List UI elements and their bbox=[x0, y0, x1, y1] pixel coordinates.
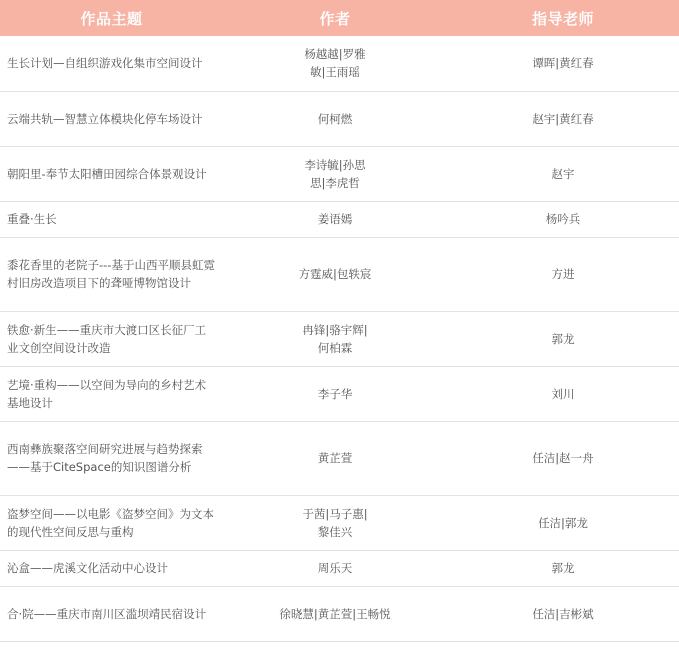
table-row bbox=[0, 91, 679, 146]
advisor-cell bbox=[447, 36, 679, 91]
advisor-cell bbox=[447, 550, 679, 586]
author-text: 徐晓慧|黄芷萱|王畅悦 bbox=[279, 606, 391, 621]
table-row bbox=[0, 366, 679, 421]
topic-cell bbox=[0, 550, 223, 586]
advisor-text: 赵宇|黄红春 bbox=[532, 111, 594, 126]
author-cell bbox=[223, 495, 447, 550]
author-text: 方霆威|包轶宸 bbox=[298, 267, 372, 281]
table-row bbox=[0, 311, 679, 366]
header-topic: 作品主题 bbox=[0, 0, 223, 36]
advisor-cell bbox=[447, 495, 679, 550]
table-row bbox=[0, 421, 679, 495]
table-row bbox=[0, 237, 679, 311]
topic-cell bbox=[0, 495, 223, 550]
table-row bbox=[0, 36, 679, 91]
topic-cell bbox=[0, 421, 223, 495]
topic-cell bbox=[0, 237, 223, 311]
author-text: 冉锋|骆宇辉|何柏霖 bbox=[302, 322, 368, 355]
author-cell bbox=[223, 586, 447, 641]
author-text: 于茜|马子惠|黎佳兴 bbox=[302, 506, 368, 539]
table-row bbox=[0, 146, 679, 201]
author-cell bbox=[223, 146, 447, 201]
author-text: 何柯燃 bbox=[317, 111, 353, 126]
author-cell bbox=[223, 237, 447, 311]
author-text: 李诗毓|孙思思|李虎哲 bbox=[304, 157, 366, 190]
topic-text: 铁愈·新生——重庆市大渡口区长征厂工业文创空间设计改造 bbox=[7, 322, 207, 355]
topic-text: 重叠·生长 bbox=[7, 212, 57, 226]
author-cell bbox=[223, 36, 447, 91]
advisor-cell bbox=[447, 311, 679, 366]
topic-text: 艺境·重构——以空间为导向的乡村艺术基地设计 bbox=[7, 377, 207, 410]
advisor-text: 郭龙 bbox=[551, 331, 575, 346]
topic-cell bbox=[0, 91, 223, 146]
table-body bbox=[0, 36, 679, 641]
author-text: 李子华 bbox=[317, 386, 353, 401]
advisor-cell bbox=[447, 586, 679, 641]
author-cell bbox=[223, 421, 447, 495]
topic-text: 黍花香里的老院子---基于山西平顺县虹霓村旧房改造项目下的聋哑博物馆设计 bbox=[7, 258, 215, 290]
advisor-text: 方进 bbox=[551, 267, 575, 281]
topic-cell bbox=[0, 146, 223, 201]
topic-cell bbox=[0, 201, 223, 237]
topic-text: 合·院——重庆市南川区滥坝靖民宿设计 bbox=[7, 606, 207, 621]
advisor-cell bbox=[447, 421, 679, 495]
advisor-cell bbox=[447, 201, 679, 237]
topic-cell bbox=[0, 366, 223, 421]
author-text: 杨越越|罗雅敏|王雨瑶 bbox=[304, 47, 366, 80]
topic-text: 朝阳里-奉节太阳槽田园综合体景观设计 bbox=[7, 166, 207, 181]
advisor-text: 任洁|赵一舟 bbox=[532, 451, 594, 465]
header-advisor: 指导老师 bbox=[447, 0, 679, 36]
advisor-text: 任洁|吉彬斌 bbox=[532, 606, 594, 621]
advisor-text: 谭晖|黄红春 bbox=[532, 56, 594, 71]
advisor-text: 刘川 bbox=[551, 386, 575, 401]
advisor-text: 赵宇 bbox=[551, 166, 575, 181]
advisor-cell bbox=[447, 366, 679, 421]
advisor-text: 杨吟兵 bbox=[545, 212, 581, 226]
table-row bbox=[0, 586, 679, 641]
table-row bbox=[0, 495, 679, 550]
advisor-cell bbox=[447, 237, 679, 311]
author-text: 周乐天 bbox=[317, 561, 353, 575]
author-cell bbox=[223, 201, 447, 237]
topic-text: 西南彝族聚落空间研究进展与趋势探索——基于CiteSpace的知识图谱分析 bbox=[7, 442, 203, 474]
advisor-cell bbox=[447, 146, 679, 201]
topic-text: 盗梦空间——以电影《盗梦空间》为文本的现代性空间反思与重构 bbox=[7, 506, 214, 539]
header-author: 作者 bbox=[223, 0, 447, 36]
table-header bbox=[0, 0, 679, 36]
advisor-text: 郭龙 bbox=[551, 561, 575, 575]
author-text: 姜语嫣 bbox=[317, 212, 353, 226]
topic-text: 沁盒——虎溪文化活动中心设计 bbox=[7, 561, 168, 575]
topic-text: 生长计划—自组织游戏化集市空间设计 bbox=[7, 56, 203, 71]
advisor-cell bbox=[447, 91, 679, 146]
table-row bbox=[0, 201, 679, 237]
topic-cell bbox=[0, 586, 223, 641]
advisor-text: 任洁|郭龙 bbox=[538, 515, 588, 530]
table-row bbox=[0, 550, 679, 586]
topic-cell bbox=[0, 36, 223, 91]
author-cell bbox=[223, 366, 447, 421]
author-cell bbox=[223, 91, 447, 146]
author-cell bbox=[223, 550, 447, 586]
author-text: 黄芷萱 bbox=[317, 451, 353, 465]
author-cell bbox=[223, 311, 447, 366]
topic-cell bbox=[0, 311, 223, 366]
header-row bbox=[0, 0, 679, 36]
topic-text: 云端共轨—智慧立体模块化停车场设计 bbox=[7, 111, 203, 126]
